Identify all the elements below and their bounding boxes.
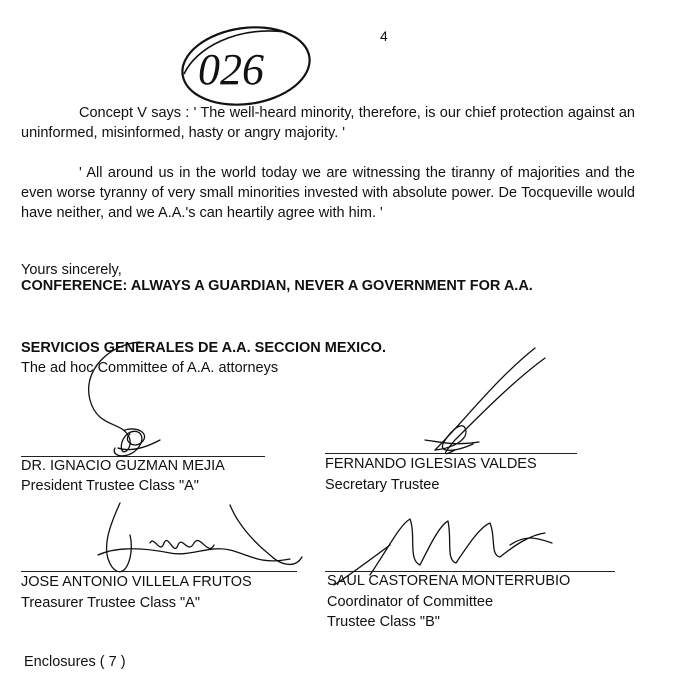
- signatory-title: Secretary Trustee: [325, 477, 440, 493]
- signature-castorena: [330, 505, 560, 595]
- signatory-title: Trustee Class "B": [327, 614, 440, 630]
- svg-text:026: 026: [198, 45, 264, 94]
- enclosures-note: Enclosures ( 7 ): [24, 654, 126, 670]
- page-number: 4: [380, 28, 388, 44]
- signatory-title: Treasurer Trustee Class "A": [21, 595, 200, 611]
- signatory-name: SAUL CASTORENA MONTERRUBIO: [327, 573, 571, 589]
- signature-guzman: [70, 330, 210, 480]
- committee-name: The ad hoc Committee of A.A. attorneys: [21, 360, 279, 376]
- signatory-title: President Trustee Class "A": [21, 478, 199, 494]
- signatory-name: DR. IGNACIO GUZMAN MEJIA: [21, 458, 225, 474]
- tyranny-paragraph: ' All around us in the world today we are witnessing the tiranny of majorities and the even worse tyranny of very small minorities invested with absolute power. De Tocqueville would have neither, and we A.A.'s can heartily agree with him. ': [21, 165, 635, 221]
- organization-name: SERVICIOS GENERALES DE A.A. SECCION MEXICO.: [21, 340, 386, 356]
- signatory-name: JOSE ANTONIO VILLELA FRUTOS: [21, 574, 252, 590]
- closing: Yours sincerely,: [21, 262, 122, 278]
- motto: CONFERENCE: ALWAYS A GUARDIAN, NEVER A GOVERNMENT FOR A.A.: [21, 278, 533, 294]
- concept-v-paragraph: Concept V says : ' The well-heard minority, therefore, is our chief protection against an uninformed, misinformed, hasty or angry majority. ': [21, 105, 635, 141]
- signatory-title: Coordinator of Committee: [327, 594, 494, 610]
- signatory-name: FERNANDO IGLESIAS VALDES: [325, 456, 537, 472]
- signature-villela: [90, 495, 310, 595]
- signature-iglesias: [395, 340, 565, 470]
